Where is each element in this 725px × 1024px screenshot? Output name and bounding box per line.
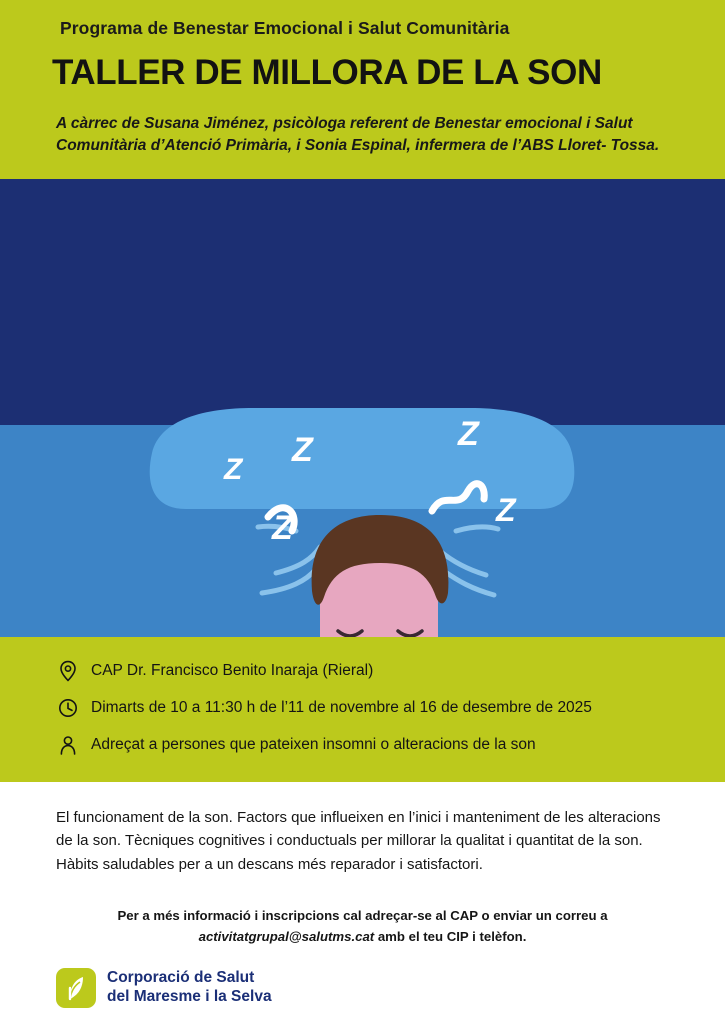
contact-note xyxy=(56,906,669,947)
illustration xyxy=(0,179,725,637)
svg-text:Z: Z xyxy=(272,509,293,547)
info-schedule-text: Dimarts de 10 a 11:30 h de l’11 de novembre al 16 de desembre de 2025 xyxy=(91,698,592,716)
info-audience-text: Adreçat a persones que pateixen insomni o alteracions de la son xyxy=(91,735,536,753)
info-row-schedule xyxy=(52,690,673,727)
organization-line-2: del Maresme i la Selva xyxy=(107,988,272,1005)
clock-icon xyxy=(58,697,78,719)
info-location-text: CAP Dr. Francisco Benito Inaraja (Rieral) xyxy=(91,661,374,679)
svg-text:Z: Z xyxy=(224,453,243,486)
svg-text:Z: Z xyxy=(458,415,479,453)
leaf-logo-icon xyxy=(56,968,96,1008)
info-row-location xyxy=(52,653,673,690)
sleeping-person-illustration xyxy=(0,179,725,637)
person-head xyxy=(312,515,449,637)
contact-email[interactable]: activitatgrupal@salutms.cat xyxy=(198,928,375,944)
poster-header xyxy=(0,0,725,179)
presenters-subtitle: A càrrec de Susana Jiménez, psicòloga referent de Benestar emocional i Salut Comunitària d’Atenció Primària, i Sonia Espinal, infermera de l’ABS Lloret- Tossa. xyxy=(56,115,660,154)
svg-text:Z: Z xyxy=(292,431,313,469)
contact-prefix: Per a més informació i inscripcions cal adreçar-se al CAP o enviar un correu a xyxy=(117,908,608,924)
svg-text:Z: Z xyxy=(496,492,516,528)
location-pin-icon xyxy=(58,660,78,682)
footer-logo xyxy=(56,968,272,1008)
organization-line-1: Corporació de Salut xyxy=(107,969,255,987)
organization-name xyxy=(107,969,272,1007)
info-row-audience xyxy=(52,727,673,764)
person-icon xyxy=(58,734,78,756)
program-line: Programa de Benestar Emocional i Salut Comunitària xyxy=(60,18,510,38)
description-text: El funcionament de la son. Factors que influeixen en l’inici i manteniment de les alteracions de la son. Tècniques cognitives i conductuals per millorar la qualitat i quantitat de la son. Hàbits saludables per a un descans més reparador i satisfactori. xyxy=(56,809,661,873)
body-section xyxy=(0,782,725,947)
contact-suffix: amb el teu CIP i telèfon. xyxy=(374,928,527,944)
page-title: TALLER DE MILLORA DE LA SON xyxy=(52,53,602,92)
info-band xyxy=(0,637,725,782)
